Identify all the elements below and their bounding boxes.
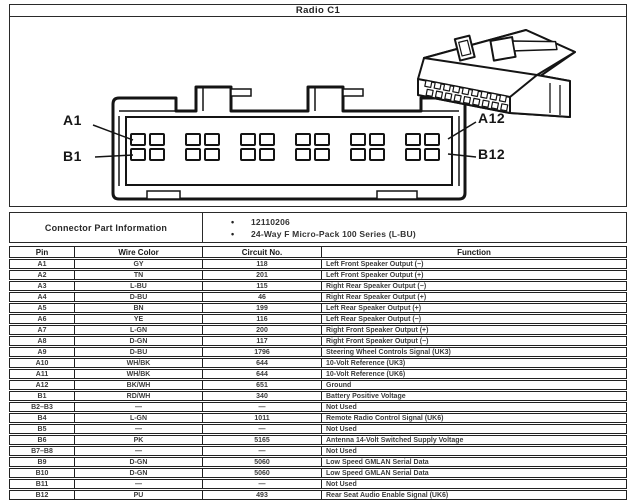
header-wire-color: Wire Color — [75, 247, 203, 257]
wire-color-cell: D-GN — [75, 458, 203, 466]
function-cell: Ground — [326, 381, 352, 389]
pin-cell: B12 — [10, 491, 75, 499]
function-cell: Antenna 14-Volt Switched Supply Voltage — [326, 436, 464, 444]
table-row — [9, 468, 627, 478]
function-cell: Left Front Speaker Output (−) — [326, 260, 424, 268]
circuit-no-cell: — — [203, 480, 322, 488]
function-cell: Steering Wheel Controls Signal (UK3) — [326, 348, 451, 356]
wire-color-cell: D-GN — [75, 469, 203, 477]
wire-color-cell: BN — [75, 304, 203, 312]
circuit-no-cell: 5165 — [203, 436, 322, 444]
table-row — [9, 314, 627, 324]
pin-cell: A7 — [10, 326, 75, 334]
wire-color-cell: WH/BK — [75, 370, 203, 378]
pin-cell: A6 — [10, 315, 75, 323]
table-row — [9, 281, 627, 291]
wire-color-cell: — — [75, 447, 203, 455]
wire-color-cell: YE — [75, 315, 203, 323]
wire-color-cell: D-GN — [75, 337, 203, 345]
pin-cell: A11 — [10, 370, 75, 378]
table-header-row — [9, 246, 627, 258]
function-cell: Not Used — [326, 480, 357, 488]
pin-cell: B11 — [10, 480, 75, 488]
function-cell: Left Rear Speaker Output (+) — [326, 304, 422, 312]
function-cell: Not Used — [326, 447, 357, 455]
pinout-table — [9, 246, 627, 500]
pin-cell: A8 — [10, 337, 75, 345]
function-cell: Right Front Speaker Output (+) — [326, 326, 429, 334]
circuit-no-cell: 118 — [203, 260, 322, 268]
circuit-no-cell: 116 — [203, 315, 322, 323]
bullet-icon: • — [231, 229, 235, 239]
wire-color-cell: PU — [75, 491, 203, 499]
pin-cell: A3 — [10, 282, 75, 290]
table-row — [9, 435, 627, 445]
wire-color-cell: D-BU — [75, 348, 203, 356]
function-cell: Left Front Speaker Output (+) — [326, 271, 424, 279]
pin-cell: A10 — [10, 359, 75, 367]
function-cell: Right Rear Speaker Output (+) — [326, 293, 427, 301]
wire-color-cell: GY — [75, 260, 203, 268]
table-row — [9, 457, 627, 467]
pin-label-a12: A12 — [478, 110, 506, 126]
pin-cell: A12 — [10, 381, 75, 389]
function-cell: Remote Radio Control Signal (UK6) — [326, 414, 444, 422]
pin-cell: B1 — [10, 392, 75, 400]
connector-part-information-label: Connector Part Information — [10, 213, 203, 242]
table-row — [9, 336, 627, 346]
pin-cell: B5 — [10, 425, 75, 433]
circuit-no-cell: 493 — [203, 491, 322, 499]
table-row — [9, 413, 627, 423]
table-row — [9, 358, 627, 368]
table-row — [9, 380, 627, 390]
table-row — [9, 347, 627, 357]
table-row — [9, 303, 627, 313]
pin-cell: A2 — [10, 271, 75, 279]
function-cell: Right Rear Speaker Output (−) — [326, 282, 427, 290]
table-row — [9, 479, 627, 489]
function-cell: Low Speed GMLAN Serial Data — [326, 458, 429, 466]
function-cell: Battery Positive Voltage — [326, 392, 406, 400]
function-cell: Right Front Speaker Output (−) — [326, 337, 429, 345]
connector-diagram — [9, 17, 627, 207]
circuit-no-cell: — — [203, 425, 322, 433]
part-number-line — [231, 216, 626, 228]
table-row — [9, 402, 627, 412]
function-cell: Low Speed GMLAN Serial Data — [326, 469, 429, 477]
wire-color-cell: — — [75, 480, 203, 488]
function-cell: 10-Volt Reference (UK3) — [326, 359, 406, 367]
pin-cell: B7–B8 — [10, 447, 75, 455]
function-cell: Not Used — [326, 425, 357, 433]
function-cell: Rear Seat Audio Enable Signal (UK6) — [326, 491, 449, 499]
circuit-no-cell: — — [203, 447, 322, 455]
pin-cell: B6 — [10, 436, 75, 444]
table-row — [9, 424, 627, 434]
circuit-no-cell: — — [203, 403, 322, 411]
wire-color-cell: RD/WH — [75, 392, 203, 400]
bullet-icon: • — [231, 217, 235, 227]
wire-color-cell: WH/BK — [75, 359, 203, 367]
part-number: 12110206 — [251, 217, 290, 227]
table-row — [9, 270, 627, 280]
part-description-line — [231, 228, 626, 240]
circuit-no-cell: 644 — [203, 370, 322, 378]
table-row — [9, 369, 627, 379]
header-pin: Pin — [10, 247, 75, 257]
wire-color-cell: D-BU — [75, 293, 203, 301]
circuit-no-cell: 200 — [203, 326, 322, 334]
table-row — [9, 490, 627, 500]
table-row — [9, 391, 627, 401]
function-cell: Not Used — [326, 403, 357, 411]
function-cell: 10-Volt Reference (UK6) — [326, 370, 406, 378]
circuit-no-cell: 117 — [203, 337, 322, 345]
wire-color-cell: TN — [75, 271, 203, 279]
wire-color-cell: — — [75, 403, 203, 411]
pin-cell: A9 — [10, 348, 75, 356]
circuit-no-cell: 1011 — [203, 414, 322, 422]
pin-cell: A1 — [10, 260, 75, 268]
wire-color-cell: L-BU — [75, 282, 203, 290]
connector-part-information-values — [203, 213, 626, 242]
wire-color-cell: PK — [75, 436, 203, 444]
circuit-no-cell: 201 — [203, 271, 322, 279]
header-circuit-no: Circuit No. — [203, 247, 322, 257]
circuit-no-cell: 46 — [203, 293, 322, 301]
table-row — [9, 325, 627, 335]
circuit-no-cell: 644 — [203, 359, 322, 367]
wire-color-cell: L-GN — [75, 326, 203, 334]
pin-label-b1: B1 — [63, 148, 82, 164]
function-cell: Left Rear Speaker Output (−) — [326, 315, 422, 323]
pin-cell: B10 — [10, 469, 75, 477]
pin-cell: B4 — [10, 414, 75, 422]
pin-cell: A4 — [10, 293, 75, 301]
table-row — [9, 259, 627, 269]
part-description: 24-Way F Micro-Pack 100 Series (L-BU) — [251, 229, 416, 239]
table-row — [9, 446, 627, 456]
page-title: Radio C1 — [9, 4, 627, 17]
wire-color-cell: — — [75, 425, 203, 433]
pin-label-a1: A1 — [63, 112, 82, 128]
connector-drawing-icon — [10, 17, 626, 205]
circuit-no-cell: 5060 — [203, 469, 322, 477]
table-body — [9, 259, 627, 500]
wire-color-cell: L-GN — [75, 414, 203, 422]
pin-cell: B2–B3 — [10, 403, 75, 411]
connector-part-information — [9, 212, 627, 243]
circuit-no-cell: 1796 — [203, 348, 322, 356]
pin-cell: A5 — [10, 304, 75, 312]
circuit-no-cell: 115 — [203, 282, 322, 290]
pin-cell: B9 — [10, 458, 75, 466]
table-row — [9, 292, 627, 302]
circuit-no-cell: 199 — [203, 304, 322, 312]
circuit-no-cell: 651 — [203, 381, 322, 389]
wire-color-cell: BK/WH — [75, 381, 203, 389]
circuit-no-cell: 340 — [203, 392, 322, 400]
header-function: Function — [457, 247, 491, 257]
pin-label-b12: B12 — [478, 146, 506, 162]
circuit-no-cell: 5060 — [203, 458, 322, 466]
